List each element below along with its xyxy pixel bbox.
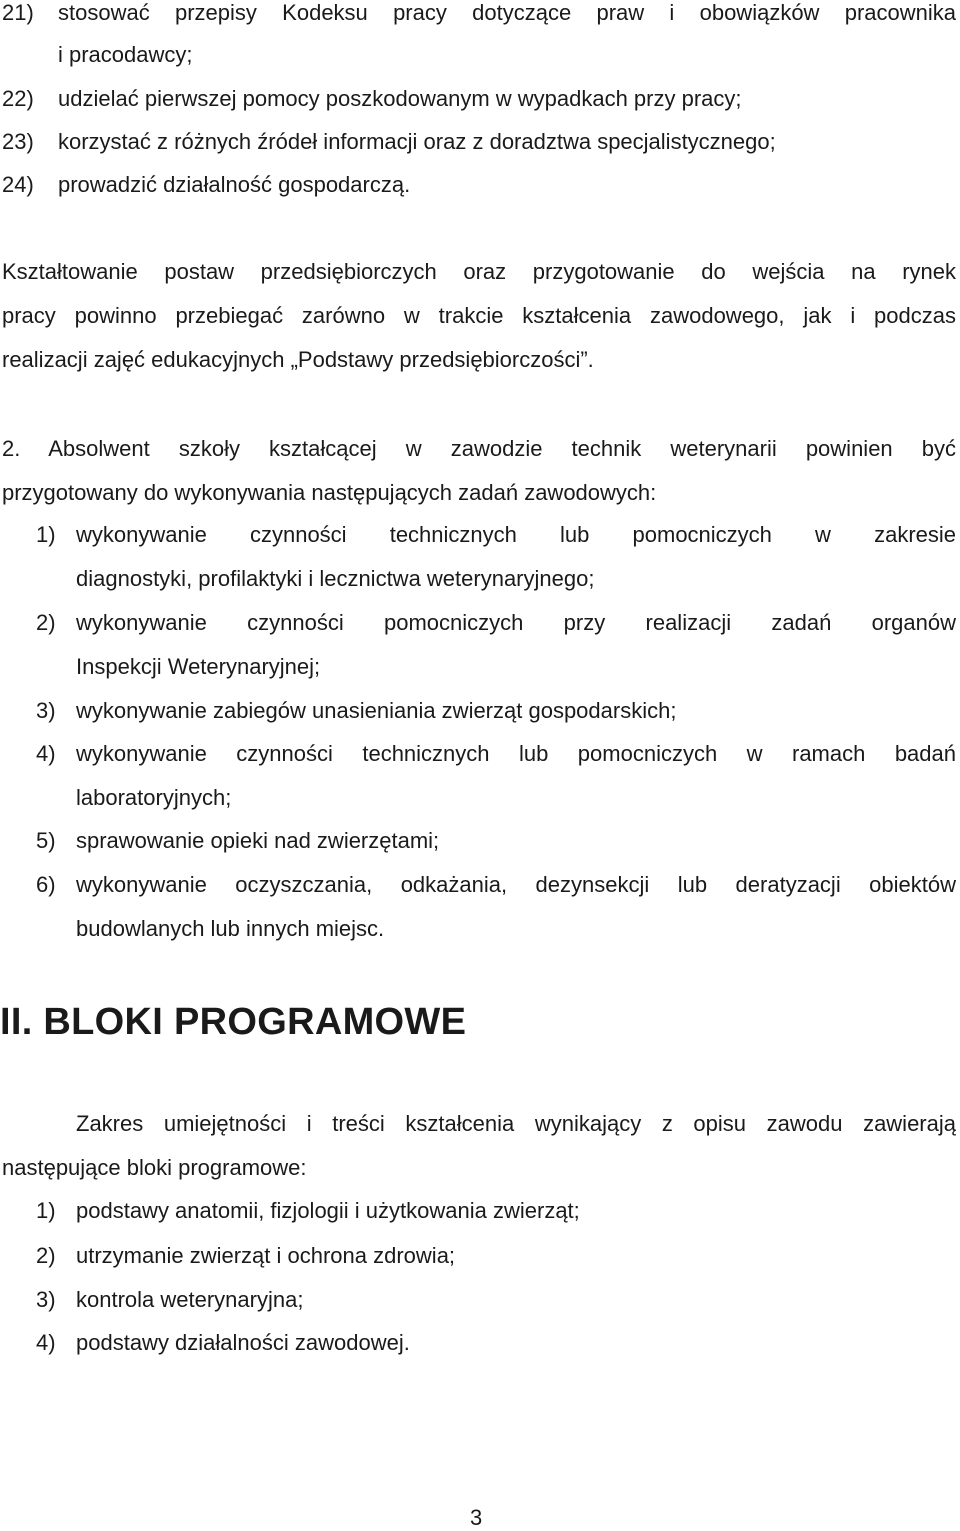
list-item-number: 23) <box>2 129 34 154</box>
list-item-number: 22) <box>2 86 34 111</box>
paragraph-line: pracy powinno przebiegać zarówno w trakcie kształcenia zawodowego, jak i podczas <box>2 303 956 328</box>
task-text-continued: diagnostyki, profilaktyki i lecznictwa weterynaryjnego; <box>76 566 595 591</box>
task-number: 3) <box>36 698 56 723</box>
task-number: 1) <box>36 522 56 547</box>
list-item-text: prowadzić działalność gospodarczą. <box>58 172 411 197</box>
block-number: 1) <box>36 1198 56 1223</box>
task-number: 2) <box>36 610 56 635</box>
block-text: podstawy anatomii, fizjologii i użytkowania zwierząt; <box>76 1198 580 1223</box>
task-text: wykonywanie czynności technicznych lub pomocniczych w zakresie <box>76 522 956 547</box>
task-number: 4) <box>36 741 56 766</box>
paragraph-line: Kształtowanie postaw przedsiębiorczych oraz przygotowanie do wejścia na rynek <box>2 259 956 284</box>
task-text: wykonywanie czynności pomocniczych przy realizacji zadań organów <box>76 610 956 635</box>
paragraph-line: realizacji zajęć edukacyjnych „Podstawy przedsiębiorczości”. <box>2 347 594 372</box>
blocks-intro-line: Zakres umiejętności i treści kształcenia wynikający z opisu zawodu zawierają <box>76 1111 956 1136</box>
block-number: 4) <box>36 1330 56 1355</box>
block-text: kontrola weterynaryjna; <box>76 1287 304 1312</box>
list-item-text: stosować przepisy Kodeksu pracy dotyczące praw i obowiązków pracownika <box>58 0 956 25</box>
block-number: 3) <box>36 1287 56 1312</box>
task-text: sprawowanie opieki nad zwierzętami; <box>76 828 440 853</box>
task-text: wykonywanie oczyszczania, odkażania, dezynsekcji lub deratyzacji obiektów <box>76 872 956 897</box>
task-text-continued: laboratoryjnych; <box>76 785 232 810</box>
section-heading: II. BLOKI PROGRAMOWE <box>0 1001 467 1043</box>
list-item-number: 24) <box>2 172 34 197</box>
blocks-intro-line: następujące bloki programowe: <box>2 1155 307 1180</box>
task-text: wykonywanie czynności technicznych lub pomocniczych w ramach badań <box>76 741 956 766</box>
page-number: 3 <box>470 1505 483 1530</box>
list-item-text: udzielać pierwszej pomocy poszkodowanym w wypadkach przy pracy; <box>58 86 742 111</box>
section-intro-line: 2. Absolwent szkoły kształcącej w zawodzie technik weterynarii powinien być <box>2 436 956 461</box>
list-item-number: 21) <box>2 0 34 25</box>
block-text: utrzymanie zwierząt i ochrona zdrowia; <box>76 1243 456 1268</box>
task-number: 6) <box>36 872 56 897</box>
section-intro-line: przygotowany do wykonywania następujących zadań zawodowych: <box>2 480 657 505</box>
list-item-text: korzystać z różnych źródeł informacji oraz z doradztwa specjalistycznego; <box>58 129 776 154</box>
list-item-text-continued: i pracodawcy; <box>58 42 193 67</box>
block-number: 2) <box>36 1243 56 1268</box>
task-number: 5) <box>36 828 56 853</box>
block-text: podstawy działalności zawodowej. <box>76 1330 410 1355</box>
task-text-continued: budowlanych lub innych miejsc. <box>76 916 385 941</box>
task-text: wykonywanie zabiegów unasieniania zwierząt gospodarskich; <box>76 698 677 723</box>
task-text-continued: Inspekcji Weterynaryjnej; <box>76 654 321 679</box>
